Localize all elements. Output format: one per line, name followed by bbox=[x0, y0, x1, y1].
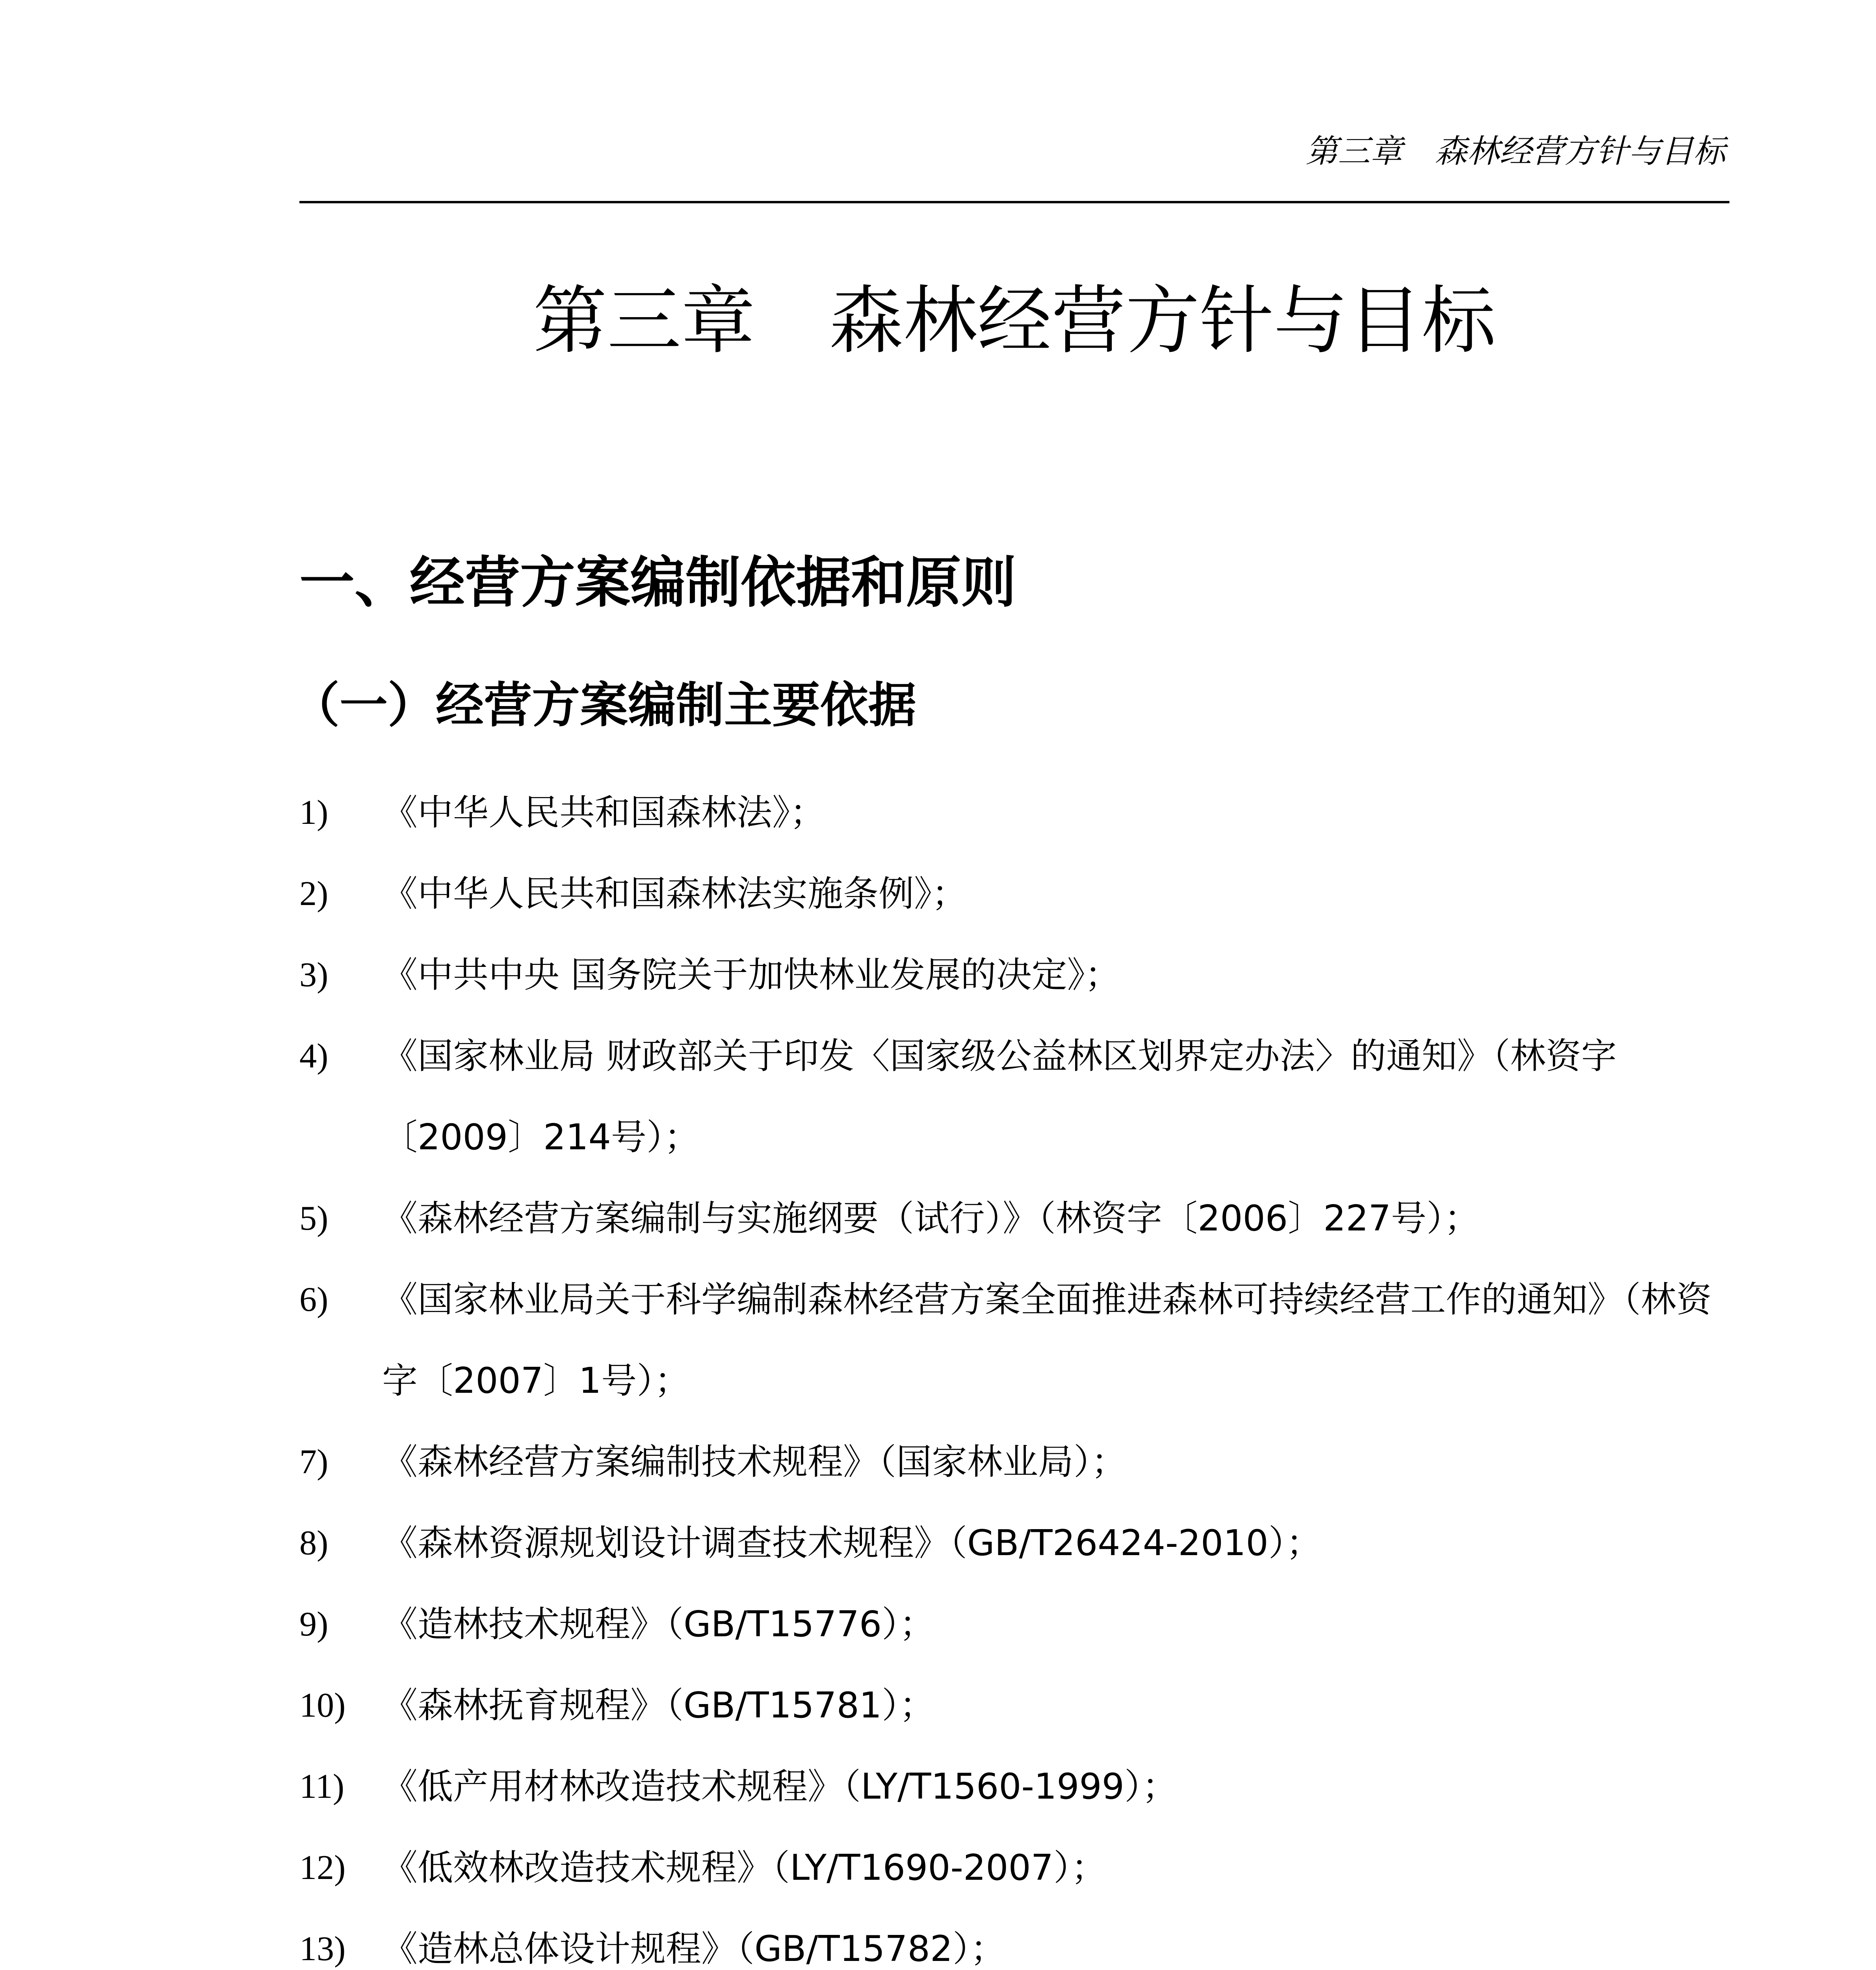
reference-item bbox=[299, 772, 1737, 853]
reference-text: 《低效林改造技术规程》（LY/T1690-2007）； bbox=[382, 1847, 1107, 1888]
reference-item bbox=[299, 1422, 1737, 1503]
reference-text: 《造林技术规程》（GB/T15776）； bbox=[382, 1604, 935, 1645]
reference-number: 7) bbox=[299, 1443, 329, 1481]
reference-number: 3) bbox=[299, 956, 329, 994]
reference-number: 11) bbox=[299, 1767, 345, 1806]
reference-item bbox=[299, 1827, 1737, 1909]
reference-text: 《森林经营方案编制技术规程》（国家林业局）； bbox=[382, 1441, 1127, 1483]
reference-number: 9) bbox=[299, 1605, 329, 1643]
reference-number: 2) bbox=[299, 875, 329, 913]
reference-item bbox=[299, 1178, 1737, 1259]
reference-item bbox=[299, 1665, 1737, 1746]
reference-text: 《森林经营方案编制与实施纲要（试行）》（林资字〔2006〕227号）； bbox=[382, 1198, 1480, 1239]
chapter-title: 第三章 森林经营方针与目标 bbox=[533, 278, 1496, 364]
reference-text: 《森林资源规划设计调查技术规程》（GB/T26424-2010）； bbox=[382, 1522, 1322, 1564]
reference-number: 8) bbox=[299, 1524, 329, 1562]
reference-item bbox=[299, 1503, 1737, 1584]
reference-number: 5) bbox=[299, 1199, 329, 1238]
reference-list bbox=[299, 772, 1737, 1970]
subsection-heading: （一）经营方案编制主要依据 bbox=[292, 677, 916, 733]
reference-number: 1) bbox=[299, 794, 329, 832]
reference-text: 《中华人民共和国森林法实施条例》； bbox=[382, 873, 967, 914]
running-header: 第三章 森林经营方针与目标 bbox=[1306, 133, 1726, 170]
reference-item bbox=[299, 1909, 1737, 1970]
section-heading: 一、经营方案编制依据和原则 bbox=[299, 551, 1017, 615]
reference-text: 《低产用材林改造技术规程》（LY/T1560-1999）； bbox=[382, 1766, 1178, 1807]
reference-item bbox=[299, 1584, 1737, 1665]
reference-number: 12) bbox=[299, 1849, 346, 1887]
reference-number: 10) bbox=[299, 1686, 346, 1725]
reference-number: 6) bbox=[299, 1280, 329, 1319]
reference-item bbox=[299, 935, 1737, 1016]
reference-text: 《国家林业局 财政部关于印发〈国家级公益林区划界定办法〉的通知》（林资字〔2009〕214号）； bbox=[382, 1035, 1617, 1158]
reference-item bbox=[299, 853, 1737, 935]
reference-text: 《国家林业局关于科学编制森林经营方案全面推进森林可持续经营工作的通知》（林资字〔2007〕1号）； bbox=[382, 1279, 1712, 1401]
header-rule bbox=[299, 201, 1729, 203]
reference-number: 13) bbox=[299, 1930, 346, 1968]
reference-item bbox=[299, 1259, 1737, 1422]
reference-text: 《森林抚育规程》（GB/T15781）； bbox=[382, 1685, 935, 1726]
reference-text: 《中华人民共和国森林法》； bbox=[382, 792, 825, 833]
reference-text: 《中共中央 国务院关于加快林业发展的决定》； bbox=[382, 954, 1120, 996]
reference-text: 《造林总体设计规程》（GB/T15782）； bbox=[382, 1928, 1006, 1970]
reference-item bbox=[299, 1746, 1737, 1827]
reference-item bbox=[299, 1016, 1737, 1178]
reference-number: 4) bbox=[299, 1037, 329, 1075]
